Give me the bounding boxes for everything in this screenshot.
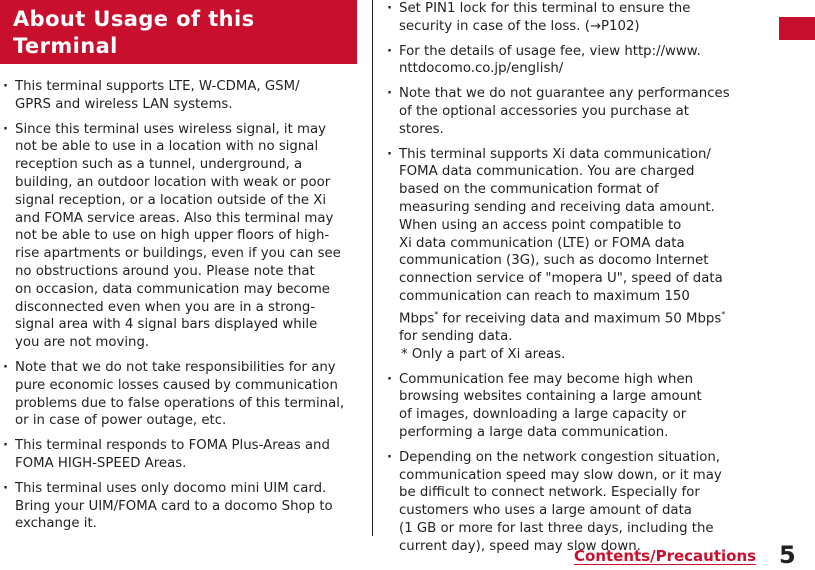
list-item: · Communication fee may become high when browsing websites containing a large amount of images, downloading a large capacity or performing a large data communication. <box>384 371 746 442</box>
right-column-bullets <box>384 0 746 563</box>
left-column-bullets <box>0 78 362 540</box>
speed-line: Mbps* for receiving data and maximum 50 Mbps* <box>399 309 726 327</box>
list-item: · This terminal supports LTE, W-CDMA, GSM/ GPRS and wireless LAN systems. <box>0 78 362 114</box>
section-title <box>13 6 347 60</box>
list-item: · Note that we do not guarantee any performances of the optional accessories you purchase at stores. <box>384 85 746 138</box>
list-item: · This terminal responds to FOMA Plus-Areas and FOMA HIGH-SPEED Areas. <box>0 437 362 473</box>
list-item: · Depending on the network congestion situation, communication speed may slow down, or it may be difficult to connect network. Especially for customers who uses a large amount of data (1 GB or more for last three days, including the current day), speed may slow down. <box>384 449 746 556</box>
list-item: · Since this terminal uses wireless signal, it may not be able to use in a location with no signal reception such as a tunnel, underground, a building, an outdoor location with weak or poor signal reception, or a location outside of the Xi and FOMA service areas. Also this terminal may not be able to use on high upper floors of high- rise apartments or buildings, even if you can see no obstructions around you. Please note that on occasion, data communication may become disconnected even when you are in a strong- signal area with 4 signal bars displayed while you are not moving. <box>0 121 362 352</box>
section-title-line: Terminal <box>13 34 118 58</box>
footnote-marker: * <box>721 309 726 319</box>
list-item: · For the details of usage fee, view http://www. nttdocomo.co.jp/english/ <box>384 43 746 79</box>
page-number: 5 <box>779 541 796 569</box>
section-title-line: About Usage of this <box>13 7 255 31</box>
list-item: · This terminal supports Xi data communication/ FOMA data communication. You are charged based on the communication format of measuring sending and receiving data amount. When using an access point compatible to Xi data communication (LTE) or FOMA data communication (3G), such as docomo Internet connection service of "mopera U", speed of data communication can reach to maximum 150 Mbps* for receiving data and maximum 50 Mbps* for sending data. * Only a part of Xi areas. <box>384 146 746 364</box>
section-header <box>0 0 357 64</box>
list-item: · This terminal uses only docomo mini UIM card. Bring your UIM/FOMA card to a docomo Shop to exchange it. <box>0 480 362 533</box>
list-item: · Note that we do not take responsibilities for any pure economic losses caused by communication problems due to false operations of this terminal, or in case of power outage, etc. <box>0 359 362 430</box>
footnote: * Only a part of Xi areas. <box>401 346 566 362</box>
column-divider <box>372 0 373 536</box>
footnote-marker: * <box>434 309 439 319</box>
contents-precautions-link[interactable]: Contents/Precautions <box>574 547 757 565</box>
list-item: · Set PIN1 lock for this terminal to ensure the security in case of the loss. (→P102) <box>384 0 746 36</box>
chapter-tab-marker <box>779 17 815 40</box>
